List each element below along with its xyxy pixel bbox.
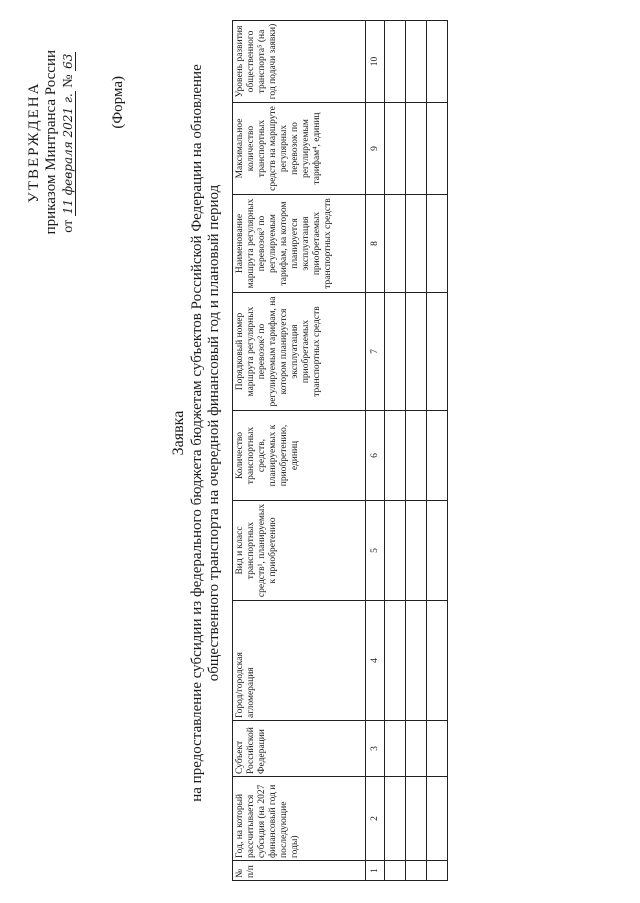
number-cell: 8 [366, 195, 385, 293]
empty-cell [385, 103, 406, 195]
handwritten-number: 63 [61, 53, 75, 69]
header-cell: Порядковый номер маршрута регулярных перевозок² по регулируемым тарифам, на котором планируется эксплуатация приобретаемых транспортных средств [233, 293, 366, 411]
empty-cell [427, 21, 448, 103]
empty-cell [385, 601, 406, 721]
empty-cell [406, 861, 427, 881]
form-label: (Форма) [110, 76, 126, 129]
number-cell: 9 [366, 103, 385, 195]
empty-cell [427, 501, 448, 601]
handwritten-date: 11 февраля 2021 г. [61, 93, 75, 215]
table-header-row [233, 21, 366, 881]
table-row [385, 21, 406, 881]
header-cell: Количество транспортных средств, планируемых к приобретению, единиц [233, 411, 366, 501]
date-prefix: от [61, 219, 76, 233]
empty-cell [385, 777, 406, 861]
number-cell: 6 [366, 411, 385, 501]
document-title [170, 23, 223, 843]
table-row [406, 21, 427, 881]
number-cell: 3 [366, 721, 385, 777]
header-cell: Город/городская агломерация [233, 601, 366, 721]
empty-cell [406, 103, 427, 195]
approval-title: УТВЕРЖДЕНА [26, 81, 42, 203]
empty-cell [427, 195, 448, 293]
approval-stamp-block [26, 50, 77, 234]
table-number-row [366, 21, 385, 881]
header-cell: Наименование маршрута регулярных перевозок³ по регулируемым тарифам, на котором планируется эксплуатация приобретаемых транспортных средств [233, 195, 366, 293]
empty-cell [427, 411, 448, 501]
empty-cell [406, 777, 427, 861]
approval-order: приказом Минтранса России [43, 50, 59, 235]
header-cell: Субъект Российской Федерации [233, 721, 366, 777]
empty-cell [385, 411, 406, 501]
empty-cell [427, 721, 448, 777]
header-cell: № п/п [233, 861, 366, 881]
title-line-1: на предоставление субсидии из федерального бюджета бюджетам субъектов Российской Федерации на обновление [189, 64, 205, 802]
empty-cell [406, 601, 427, 721]
empty-cell [406, 293, 427, 411]
empty-cell [406, 501, 427, 601]
empty-cell [385, 21, 406, 103]
number-cell: 10 [366, 21, 385, 103]
empty-cell [427, 601, 448, 721]
title-heading: Заявка [170, 410, 187, 456]
application-table [232, 20, 448, 881]
empty-cell [406, 21, 427, 103]
number-cell: 1 [366, 861, 385, 881]
number-cell: 5 [366, 501, 385, 601]
empty-cell [427, 777, 448, 861]
empty-cell [427, 861, 448, 881]
number-label: № [61, 74, 76, 88]
approval-date-line [60, 50, 77, 234]
empty-cell [427, 103, 448, 195]
title-line-2: общественного транспорта на очередной финансовый год и плановый период [206, 184, 222, 682]
empty-cell [385, 501, 406, 601]
empty-cell [385, 861, 406, 881]
empty-cell [385, 721, 406, 777]
table-row [427, 21, 448, 881]
header-cell: Год, на который рассчитывается субсидия (на 2027 финансовый год и последующие годы) [233, 777, 366, 861]
header-cell: Вид и класс транспортных средств¹, планируемых к приобретению [233, 501, 366, 601]
number-cell: 7 [366, 293, 385, 411]
empty-cell [385, 195, 406, 293]
header-cell: Уровень развития общественного транспорта⁵ (на год подачи заявки) [233, 21, 366, 103]
empty-cell [406, 721, 427, 777]
empty-cell [406, 195, 427, 293]
empty-cell [406, 411, 427, 501]
number-cell: 2 [366, 777, 385, 861]
header-cell: Максимальное количество транспортных средств на маршруте регулярных перевозок по регулируемым тарифам⁴, единиц [233, 103, 366, 195]
empty-cell [385, 293, 406, 411]
number-cell: 4 [366, 601, 385, 721]
empty-cell [427, 293, 448, 411]
